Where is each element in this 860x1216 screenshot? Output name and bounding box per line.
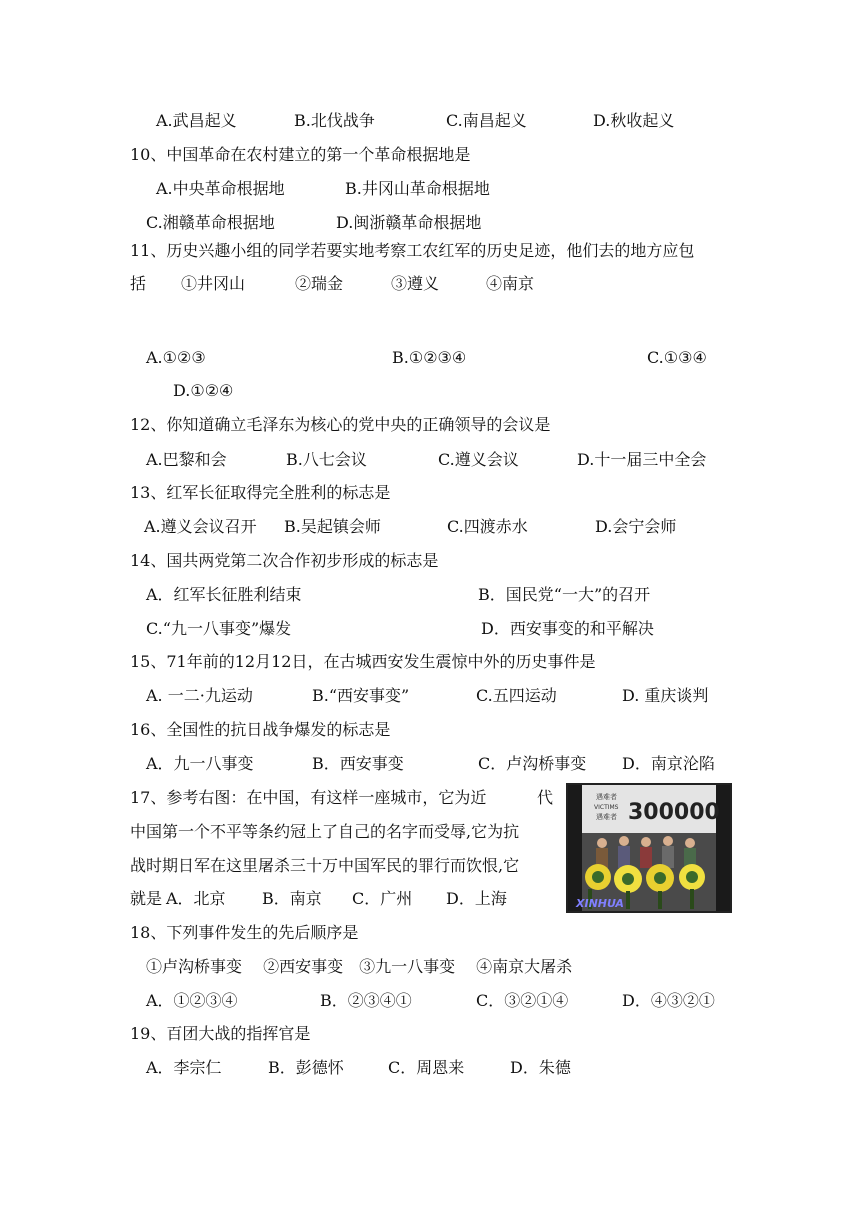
- q10-option-c: C.湘赣革命根据地: [146, 213, 275, 232]
- q15-option-d: D. 重庆谈判: [622, 686, 709, 705]
- q11-option-d: D.①②④: [173, 381, 234, 400]
- q19-stem: 19、百团大战的指挥官是: [130, 1024, 311, 1043]
- q10-option-a: A.中央革命根据地: [156, 179, 285, 198]
- q16-option-d: D．南京沦陷: [622, 754, 715, 773]
- q19-option-b: B．彭德怀: [268, 1058, 344, 1077]
- q19-option-a: A．李宗仁: [146, 1058, 222, 1077]
- q14-stem: 14、国共两党第二次合作初步形成的标志是: [130, 551, 439, 570]
- q9-option-b: B.北伐战争: [294, 111, 375, 130]
- q18-stem: 18、下列事件发生的先后顺序是: [130, 923, 359, 942]
- q17-stem-line1-end: 代: [537, 788, 554, 807]
- q13-option-a: A.遵义会议召开: [144, 517, 257, 536]
- q12-option-a: A.巴黎和会: [146, 450, 227, 469]
- memorial-photo-illustration: [568, 785, 730, 911]
- q15-option-c: C.五四运动: [476, 686, 557, 705]
- q16-stem: 16、全国性的抗日战争爆发的标志是: [130, 720, 391, 739]
- q11-option-c: C.①③④: [647, 348, 707, 367]
- wall-label-3: 遇难者: [596, 813, 617, 821]
- q16-option-c: C．卢沟桥事变: [478, 754, 587, 773]
- q17-option-b: B．南京: [262, 889, 322, 908]
- wall-number: 300000: [628, 800, 720, 825]
- wall-label-2: VICTIMS: [594, 804, 619, 811]
- q16-option-a: A．九一八事变: [146, 754, 254, 773]
- memorial-photo: [566, 783, 732, 913]
- q10-option-b: B.井冈山革命根据地: [345, 179, 490, 198]
- q12-stem: 12、你知道确立毛泽东为核心的党中央的正确领导的会议是: [130, 415, 551, 434]
- q14-option-c: C.“九一八事变”爆发: [146, 619, 292, 638]
- q17-stem-line4: 就是: [130, 889, 163, 908]
- q17-stem-line1: 17、参考右图：在中国，有这样一座城市，它为近: [130, 788, 487, 807]
- q11-item-3: ③遵义: [391, 274, 440, 293]
- q18-option-d: D．④③②①: [622, 991, 715, 1010]
- q15-stem: 15、71年前的12月12日，在古城西安发生震惊中外的历史事件是: [130, 652, 596, 671]
- q10-stem: 10、中国革命在农村建立的第一个革命根据地是: [130, 145, 471, 164]
- q17-option-a: A．北京: [166, 889, 226, 908]
- q13-option-d: D.会宁会师: [595, 517, 677, 536]
- wall-label-1: 遇难者: [596, 793, 617, 801]
- q9-option-a: A.武昌起义: [156, 111, 237, 130]
- q17-stem-line2: 中国第一个不平等条约冠上了自己的名字而受辱,它为抗: [130, 822, 520, 841]
- q17-option-c: C．广州: [352, 889, 413, 908]
- q15-option-b: B.“西安事变”: [312, 686, 410, 705]
- q11-item-1: ①井冈山: [181, 274, 246, 293]
- q12-option-d: D.十一届三中全会: [577, 450, 707, 469]
- q14-option-a: A．红军长征胜利结束: [146, 585, 302, 604]
- q11-option-a: A.①②③: [146, 348, 206, 367]
- q11-option-b: B.①②③④: [392, 348, 467, 367]
- q14-option-d: D．西安事变的和平解决: [481, 619, 654, 638]
- q13-option-b: B.吴起镇会师: [284, 517, 381, 536]
- q13-option-c: C.四渡赤水: [447, 517, 528, 536]
- q15-option-a: A. 一二·九运动: [146, 686, 253, 705]
- q9-option-c: C.南昌起义: [446, 111, 527, 130]
- q14-option-b: B．国民党“一大”的召开: [478, 585, 651, 604]
- q11-stem-line2: 括: [130, 274, 147, 293]
- q19-option-c: C．周恩来: [388, 1058, 465, 1077]
- q18-option-b: B．②③④①: [320, 991, 412, 1010]
- q18-option-a: A．①②③④: [146, 991, 238, 1010]
- q9-option-d: D.秋收起义: [593, 111, 675, 130]
- q11-item-2: ②瑞金: [295, 274, 344, 293]
- xinhua-watermark: XINHUA: [576, 897, 624, 910]
- q12-option-b: B.八七会议: [286, 450, 367, 469]
- q13-stem: 13、红军长征取得完全胜利的标志是: [130, 483, 391, 502]
- q17-option-d: D．上海: [446, 889, 507, 908]
- q18-option-c: C．③②①④: [476, 991, 569, 1010]
- q19-option-d: D．朱德: [510, 1058, 571, 1077]
- q12-option-c: C.遵义会议: [438, 450, 519, 469]
- q11-stem-line1: 11、历史兴趣小组的同学若要实地考察工农红军的历史足迹，他们去的地方应包: [130, 241, 695, 260]
- q16-option-b: B．西安事变: [312, 754, 404, 773]
- q18-items: ①卢沟桥事变 ②西安事变 ③九一八事变 ④南京大屠杀: [146, 957, 573, 976]
- q10-option-d: D.闽浙赣革命根据地: [336, 213, 482, 232]
- q17-stem-line3: 战时期日军在这里屠杀三十万中国军民的罪行而饮恨,它: [130, 856, 520, 875]
- q11-item-4: ④南京: [486, 274, 535, 293]
